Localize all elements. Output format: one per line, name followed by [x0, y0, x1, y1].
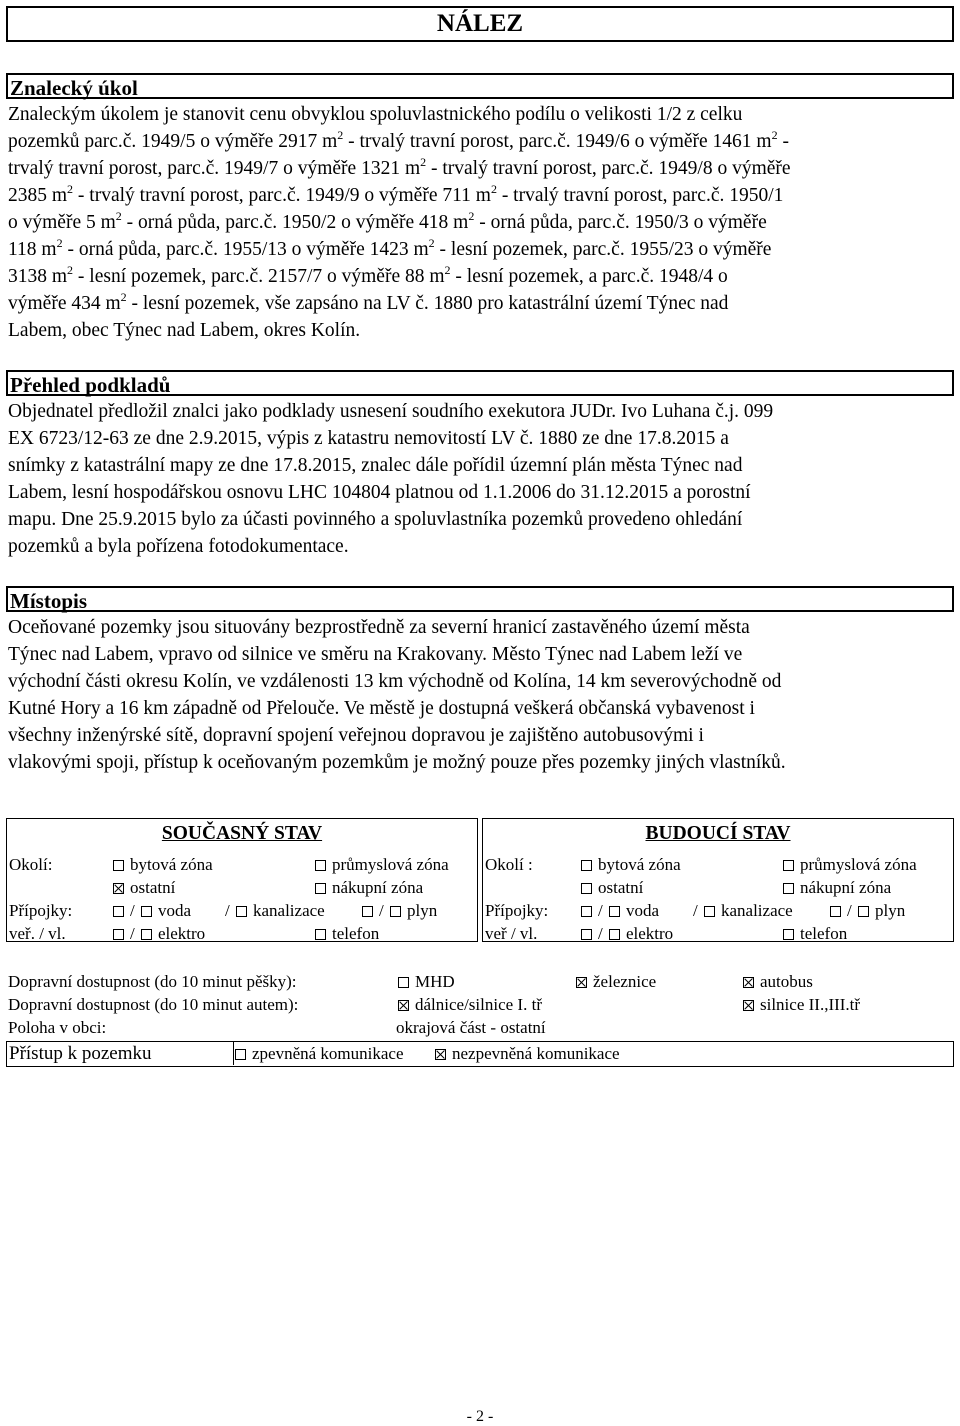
checkbox-icon[interactable] — [858, 906, 869, 917]
text-line: Labem, lesní hospodářskou osnovu LHC 104804 platnou od 1.1.2006 do 31.12.2015 a porostní — [8, 482, 751, 503]
paragraph-podklady — [8, 398, 952, 560]
current-nakupni-option[interactable]: nákupní zóna — [315, 876, 423, 899]
checkbox-icon[interactable] — [704, 906, 715, 917]
checkbox-icon[interactable] — [830, 906, 841, 917]
checkbox-icon[interactable] — [581, 860, 592, 871]
future-elektro-option[interactable]: / elektro — [581, 922, 673, 945]
future-kanalizace-option[interactable]: / kanalizace — [693, 901, 793, 920]
future-state-title: BUDOUCÍ STAV — [645, 823, 791, 844]
text-line: pozemků a byla pořízena fotodokumentace. — [8, 536, 349, 557]
document-page — [6, 6, 954, 1064]
dalnice-option[interactable]: dálnice/silnice I. tř — [398, 993, 542, 1016]
land-access-label: Přístup k pozemku — [7, 1042, 234, 1065]
checkbox-icon[interactable] — [435, 1049, 446, 1060]
autobus-option[interactable]: autobus — [743, 970, 813, 993]
checkbox-icon[interactable] — [362, 906, 373, 917]
text-line: východní části okresu Kolín, ve vzdálenosti 13 km východně od Kolína, 14 km severovýchodně od — [8, 671, 782, 692]
text-line: 3138 $m^2$ - lesní pozemek, parc.č. 2157/7 o výměře 88 $m^2$ - lesní pozemek, a parc.č. 1948/4 o — [8, 262, 728, 287]
checkbox-icon[interactable] — [315, 929, 326, 940]
location-row — [6, 1016, 954, 1039]
checkbox-icon[interactable] — [398, 1000, 409, 1011]
checkbox-icon[interactable] — [315, 860, 326, 871]
checkbox-icon[interactable] — [236, 906, 247, 917]
checkbox-icon[interactable] — [783, 860, 794, 871]
future-okoli-row-2 — [483, 876, 953, 899]
heading-label-podklady: Přehled podkladů — [10, 373, 171, 397]
text-line: pozemků parc.č. 1949/5 o výměře 2917 $m^2$ - trvalý travní porost, parc.č. 1949/6 o výměře 1461 $m^2$ - — [8, 127, 789, 152]
location-value: okrajová část - ostatní — [396, 1018, 546, 1037]
checkbox-icon[interactable] — [113, 906, 124, 917]
page-number: - 2 - — [466, 1408, 494, 1425]
text-line: 2385 $m^2$ - trvalý travní porost, parc.č. 1949/9 o výměře 711 $m^2$ - trvalý travní porost, parc.č. 1950/1 — [8, 181, 784, 206]
future-telefon-option[interactable]: telefon — [783, 922, 847, 945]
current-prumyslova-option[interactable]: průmyslová zóna — [315, 853, 449, 876]
text-line: Labem, obec Týnec nad Labem, okres Kolín. — [8, 320, 361, 341]
text-line: 118 $m^2$ - orná půda, parc.č. 1955/13 o výměře 1423 $m^2$ - lesní pozemek, parc.č. 1955/23 o výměře — [8, 235, 772, 260]
checkbox-icon[interactable] — [581, 929, 592, 940]
checkbox-icon[interactable] — [141, 929, 152, 940]
future-prumyslova-option[interactable]: průmyslová zóna — [783, 853, 917, 876]
text-line: o výměře 5 $m^2$ - orná půda, parc.č. 1950/2 o výměře 418 $m^2$ - orná půda, parc.č. 1950/3 o výměře — [8, 208, 767, 233]
checkbox-icon[interactable] — [783, 929, 794, 940]
car-access-label: Dopravní dostupnost (do 10 minut autem): — [8, 995, 299, 1014]
current-okoli-row-2 — [7, 876, 477, 899]
current-bytova-option[interactable]: bytová zóna — [113, 853, 213, 876]
future-vef-row — [483, 922, 953, 945]
current-pripojky-row — [7, 899, 477, 922]
future-nakupni-option[interactable]: nákupní zóna — [783, 876, 891, 899]
checkbox-icon[interactable] — [398, 977, 409, 988]
checkbox-icon[interactable] — [609, 929, 620, 940]
land-access-row — [6, 1041, 954, 1067]
checkbox-icon[interactable] — [390, 906, 401, 917]
pripojky-label: Přípojky: — [485, 901, 549, 920]
text-line: EX 6723/12-63 ze dne 2.9.2015, výpis z katastru nemovitostí LV č. 1880 ze dne 17.8.2015 a — [8, 428, 729, 449]
section-heading-ukol — [6, 73, 954, 99]
checkbox-icon[interactable] — [743, 1000, 754, 1011]
vef-label: veř / vl. — [485, 924, 538, 943]
text-line: výměře 434 $m^2$ - lesní pozemek, vše zapsáno na LV č. 1880 pro katastrální území Týnec nad — [8, 289, 729, 314]
zeleznice-option[interactable]: železnice — [576, 970, 656, 993]
text-line: trvalý travní porost, parc.č. 1949/7 o výměře 1321 $m^2$ - trvalý travní porost, parc.č. 1949/8 o výměře — [8, 154, 791, 179]
text-line: Objednatel předložil znalci jako podklady usnesení soudního exekutora JUDr. Ivo Luhana č.j. 099 — [8, 401, 774, 422]
checkbox-icon[interactable] — [576, 977, 587, 988]
text-line: Kutné Hory a 16 km západně od Přelouče. Ve městě je dostupná veškerá občanská vybavenost i — [8, 698, 755, 719]
vef-label: veř. / vl. — [9, 924, 66, 943]
text-line: Oceňované pozemky jsou situovány bezprostředně za severní hranicí zastavěného území města — [8, 617, 750, 638]
text-line: snímky z katastrální mapy ze dne 17.8.2015, znalec dále pořídil územní plán města Týnec nad — [8, 455, 743, 476]
checkbox-icon[interactable] — [743, 977, 754, 988]
checkbox-icon[interactable] — [315, 883, 326, 894]
future-state-panel — [482, 818, 954, 942]
current-ostatni-option[interactable]: ostatní — [113, 876, 175, 899]
current-plyn-option[interactable]: / plyn — [362, 899, 437, 922]
checkbox-icon[interactable] — [141, 906, 152, 917]
current-state-title: SOUČASNÝ STAV — [161, 823, 323, 844]
heading-label-mistopis: Místopis — [10, 589, 88, 613]
car-access-row — [6, 993, 954, 1016]
heading-label-ukol: Znalecký úkol — [10, 76, 138, 100]
future-plyn-option[interactable]: / plyn — [830, 899, 905, 922]
text-line: všechny inženýrské sítě, dopravní spojení veřejnou dopravou je zajištěno autobusovými i — [8, 725, 704, 746]
pripojky-label: Přípojky: — [9, 901, 73, 920]
checkbox-icon[interactable] — [783, 883, 794, 894]
text-line: vlakovými spoji, přístup k oceňovaným pozemkům je možný pouze přes pozemky jiných vlastníků. — [8, 752, 786, 773]
future-okoli-row — [483, 853, 953, 876]
future-voda-option[interactable]: / voda — [581, 899, 659, 922]
checkbox-icon[interactable] — [113, 929, 124, 940]
section-heading-podklady — [6, 370, 954, 396]
transport-section — [6, 970, 954, 1067]
checkbox-icon[interactable] — [581, 883, 592, 894]
future-pripojky-row — [483, 899, 953, 922]
zpevnena-option[interactable]: zpevněná komunikace — [235, 1042, 404, 1066]
walk-access-row — [6, 970, 954, 993]
current-voda-option[interactable]: / voda — [113, 899, 191, 922]
text-line: Týnec nad Labem, vpravo od silnice ve směru na Krakovany. Město Týnec nad Labem leží ve — [8, 644, 743, 665]
text-line: Znaleckým úkolem je stanovit cenu obvyklou spoluvlastnického podílu o velikosti 1/2 z celku — [8, 104, 743, 125]
okoli-label: Okolí: — [9, 855, 53, 874]
checkbox-icon[interactable] — [609, 906, 620, 917]
checkbox-icon[interactable] — [113, 883, 124, 894]
silnice-option[interactable]: silnice II.,III.tř — [743, 993, 860, 1016]
checkbox-icon[interactable] — [581, 906, 592, 917]
paragraph-mistopis — [8, 614, 952, 776]
location-label: Poloha v obci: — [8, 1018, 107, 1037]
nezpevnena-option[interactable]: nezpevněná komunikace — [435, 1042, 620, 1066]
current-state-panel — [6, 818, 478, 942]
text-line: mapu. Dne 25.9.2015 bylo za účasti povinného a spoluvlastníka pozemků provedeno ohledání — [8, 509, 743, 530]
page-title: NÁLEZ — [6, 6, 954, 42]
checkbox-icon[interactable] — [235, 1049, 246, 1060]
checkbox-icon[interactable] — [113, 860, 124, 871]
walk-access-label: Dopravní dostupnost (do 10 minut pěšky): — [8, 972, 297, 991]
paragraph-ukol — [8, 101, 952, 344]
mhd-option[interactable]: MHD — [398, 970, 455, 993]
okoli-label: Okolí : — [485, 855, 533, 874]
current-kanalizace-option[interactable]: / kanalizace — [225, 901, 325, 920]
state-table — [6, 818, 954, 942]
current-telefon-option[interactable]: telefon — [315, 922, 379, 945]
current-okoli-row — [7, 853, 477, 876]
current-elektro-option[interactable]: / elektro — [113, 922, 205, 945]
section-heading-mistopis — [6, 586, 954, 612]
current-vef-row — [7, 922, 477, 945]
future-ostatni-option[interactable]: ostatní — [581, 876, 643, 899]
future-bytova-option[interactable]: bytová zóna — [581, 853, 681, 876]
